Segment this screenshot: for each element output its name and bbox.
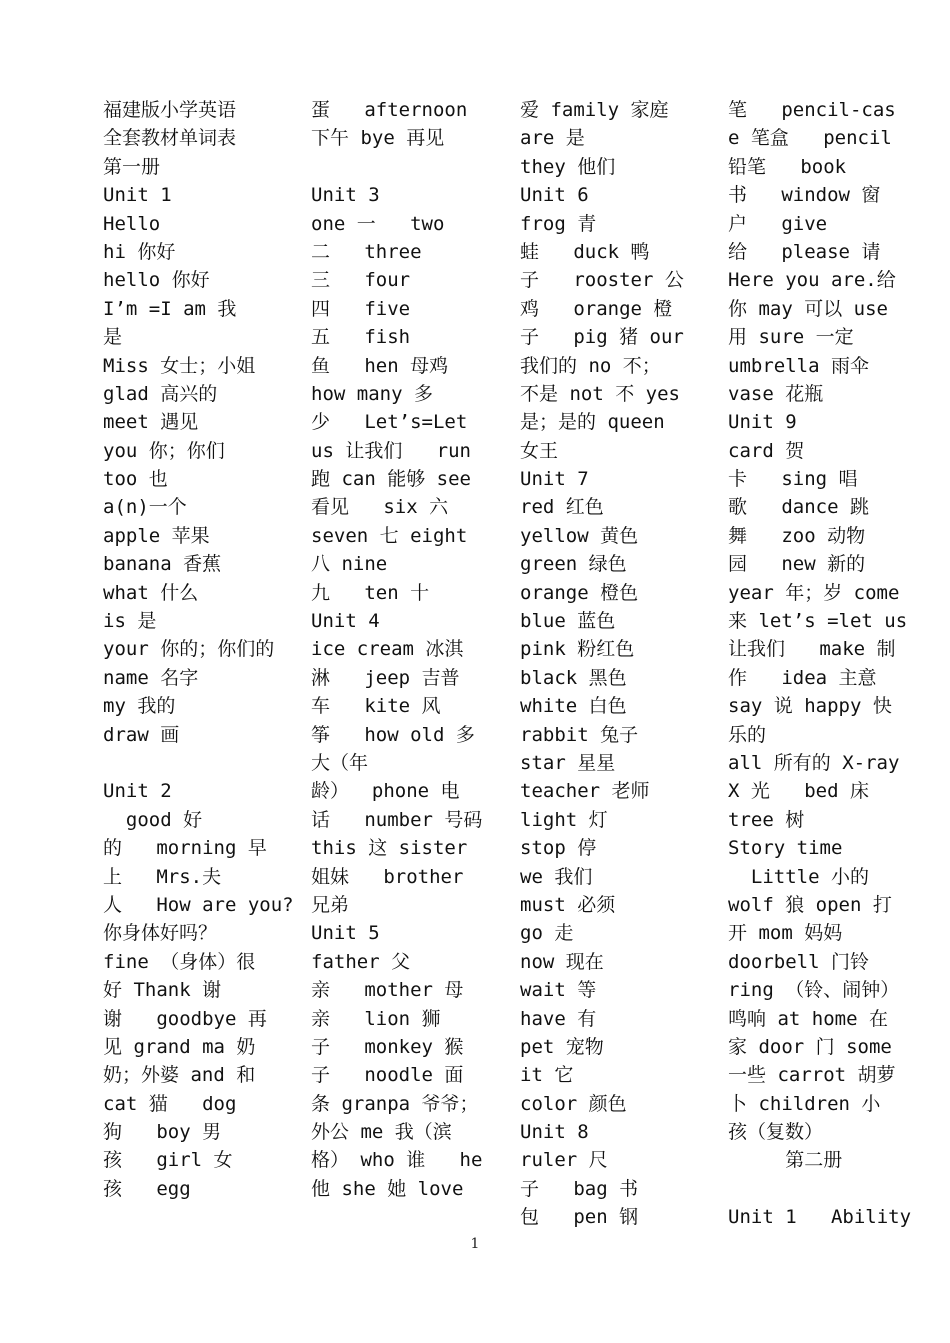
vocab-line: 九 ten 十	[311, 581, 430, 604]
vocab-line	[311, 153, 496, 181]
vocab-line: Here you are.给	[728, 269, 896, 292]
vocab-line: 是	[103, 326, 123, 349]
vocab-line: 姐妹 brother	[311, 865, 464, 888]
vocab-line: Unit 1 Ability	[728, 1206, 912, 1229]
vocab-line: hi 你好	[103, 240, 176, 263]
vocab-line: 你 may 可以 use	[728, 297, 888, 320]
vocab-line: 的 morning 早	[103, 837, 267, 860]
vocab-line: 好 Thank 谢	[103, 979, 222, 1002]
vocab-line: 龄） phone 电	[311, 780, 460, 803]
vocab-line: 福建版小学英语	[103, 99, 237, 121]
vocab-column-2	[311, 96, 496, 1203]
vocab-line: seven 七 eight	[311, 524, 468, 547]
vocab-line: hello 你好	[103, 269, 210, 292]
vocab-line: Little 小的	[728, 865, 869, 888]
vocab-line: 他 she 她 love	[311, 1177, 464, 1200]
vocab-line: black 黑色	[520, 666, 627, 689]
vocab-line: pet 宠物	[520, 1035, 604, 1058]
vocab-line: wait 等	[520, 979, 597, 1002]
vocab-line: are 是	[520, 127, 585, 150]
vocab-line: 子 noodle 面	[311, 1064, 464, 1087]
vocab-line: rabbit 兔子	[520, 723, 639, 746]
vocab-line: 第二册	[728, 1149, 843, 1172]
vocab-line: they 他们	[520, 155, 616, 178]
vocab-line: 外公 me 我（滨	[311, 1121, 452, 1144]
vocab-line: color 颜色	[520, 1092, 627, 1115]
vocab-line: orange 橙色	[520, 581, 639, 604]
vocab-line: us 让我们 run	[311, 439, 471, 462]
vocab-line: 子 pig 猪 our	[520, 326, 684, 349]
vocab-line: yellow 黄色	[520, 524, 639, 547]
vocab-line: wolf 狼 open 打	[728, 893, 892, 916]
vocab-line: how many 多	[311, 382, 433, 405]
vocab-line: 子 bag 书	[520, 1177, 639, 1200]
vocab-line: Story time	[728, 837, 843, 860]
vocab-line: 鸣响 at home 在	[728, 1007, 888, 1030]
vocab-column-4	[728, 96, 913, 1232]
vocab-line: 格） who 谁 he	[311, 1149, 483, 1172]
vocab-line: Unit 4	[311, 610, 380, 633]
vocab-line: e 笔盒 pencil	[728, 127, 892, 150]
vocab-line: 铅笔 book	[728, 155, 847, 178]
vocab-line: 下午 bye 再见	[311, 127, 445, 150]
vocab-line: Unit 7	[520, 468, 589, 491]
vocab-line: 鸡 orange 橙	[520, 297, 673, 320]
vocab-line: apple 苹果	[103, 524, 210, 547]
vocab-line: ring （铃、闹钟）	[728, 979, 900, 1002]
vocab-line: 二 three	[311, 240, 422, 263]
vocab-line: Unit 3	[311, 184, 380, 207]
vocab-line: year 年；岁 come	[728, 581, 900, 604]
vocab-line: meet 遇见	[103, 411, 199, 434]
vocab-line: 一些 carrot 胡萝	[728, 1064, 896, 1087]
vocab-line: one 一 two	[311, 212, 445, 235]
vocab-line: 蛋 afternoon	[311, 99, 468, 121]
vocab-line: blue 蓝色	[520, 610, 616, 633]
vocab-line: doorbell 门铃	[728, 950, 869, 973]
vocab-line: 笔 pencil-cas	[728, 99, 896, 121]
vocab-line: 给 please 请	[728, 240, 881, 263]
vocab-line: 书 window 窗	[728, 184, 881, 207]
vocab-line: glad 高兴的	[103, 382, 218, 405]
vocab-line: 子 monkey 猴	[311, 1035, 464, 1058]
vocab-line: it 它	[520, 1064, 574, 1087]
vocab-line: white 白色	[520, 695, 627, 718]
vocab-line: 上 Mrs.夫	[103, 865, 222, 888]
vocab-line: 大（年	[311, 751, 369, 774]
vocab-line: 卜 children 小	[728, 1092, 881, 1115]
vocab-line: Hello	[103, 212, 161, 235]
vocab-line: ice cream 冰淇	[311, 638, 464, 661]
vocab-line: 奶；外婆 and 和	[103, 1064, 256, 1087]
vocab-line: 亲 lion 狮	[311, 1007, 441, 1030]
vocab-line: 车 kite 风	[311, 695, 441, 718]
vocab-line: 你身体好吗？	[103, 922, 218, 945]
vocab-line: fine （身体）很	[103, 950, 256, 973]
vocab-line: 卡 sing 唱	[728, 468, 858, 491]
vocab-line: 跑 can 能够 see	[311, 468, 471, 491]
vocab-line: too 也	[103, 468, 168, 491]
vocab-line: umbrella 雨伞	[728, 354, 869, 377]
vocab-line: your 你的；你们的	[103, 638, 275, 661]
vocab-line: 园 new 新的	[728, 553, 866, 576]
vocab-line: 谢 goodbye 再	[103, 1007, 267, 1030]
vocab-line: my 我的	[103, 695, 176, 718]
vocab-line: ruler 尺	[520, 1149, 608, 1172]
vocab-line: 淋 jeep 吉普	[311, 666, 460, 689]
vocab-line: 人 How are you?	[103, 893, 294, 916]
vocab-line: 开 mom 妈妈	[728, 922, 843, 945]
vocab-line: 狗 boy 男	[103, 1121, 222, 1144]
vocab-line: teacher 老师	[520, 780, 650, 803]
vocab-line: you 你；你们	[103, 439, 225, 462]
vocab-line: 让我们 make 制	[728, 638, 896, 661]
vocab-line: good 好	[103, 808, 203, 831]
vocab-line: frog 青	[520, 212, 597, 235]
vocab-line: tree 树	[728, 808, 805, 831]
vocab-line: now 现在	[520, 950, 604, 973]
vocab-line: 孩 egg	[103, 1177, 191, 1200]
vocab-line: 八 nine	[311, 553, 388, 576]
vocab-line: what 什么	[103, 581, 199, 604]
vocab-line: go 走	[520, 922, 574, 945]
vocab-line: 女王	[520, 439, 559, 462]
vocab-line: 孩（复数）	[728, 1121, 824, 1144]
vocab-line: 四 five	[311, 297, 411, 320]
vocab-line: 五 fish	[311, 326, 411, 349]
vocab-line: Unit 9	[728, 411, 797, 434]
vocab-line: 乐的	[728, 723, 767, 746]
vocab-line: Unit 8	[520, 1121, 589, 1144]
vocab-line: this 这 sister	[311, 837, 468, 860]
vocab-line: X 光 bed 床	[728, 780, 869, 803]
vocab-line: vase 花瓶	[728, 382, 824, 405]
vocab-line: 歌 dance 跳	[728, 496, 869, 519]
vocab-line: 少 Let’s=Let	[311, 411, 468, 434]
vocab-line: a(n)一个	[103, 496, 187, 519]
vocab-line: 三 four	[311, 269, 411, 292]
vocab-line: 见 grand ma 奶	[103, 1035, 256, 1058]
vocab-line: 来 let’s =let us	[728, 610, 908, 633]
vocab-line: light 灯	[520, 808, 608, 831]
page-number: 1	[470, 1236, 480, 1252]
vocab-line: 兄弟	[311, 893, 350, 916]
vocab-line: Unit 2	[103, 780, 172, 803]
vocab-line: 看见 six 六	[311, 496, 449, 519]
vocab-line: name 名字	[103, 666, 199, 689]
vocab-line: 家 door 门 some	[728, 1035, 892, 1058]
vocab-line: draw 画	[103, 723, 180, 746]
vocab-line: 蛙 duck 鸭	[520, 240, 650, 263]
vocab-column-1	[103, 96, 294, 1203]
vocab-line: 舞 zoo 动物	[728, 524, 866, 547]
vocab-line: pink 粉红色	[520, 638, 635, 661]
vocab-line	[103, 749, 283, 777]
vocab-line: Unit 1	[103, 184, 172, 207]
vocab-line: all 所有的 X-ray	[728, 751, 900, 774]
vocab-line: 是；是的 queen	[520, 411, 665, 434]
vocab-line: 话 number 号码	[311, 808, 483, 831]
vocab-line: father 父	[311, 950, 411, 973]
vocab-line: 户 give	[728, 212, 828, 235]
vocab-line: 鱼 hen 母鸡	[311, 354, 449, 377]
vocab-line: is 是	[103, 610, 157, 633]
vocab-line: 爱 family 家庭	[520, 99, 669, 121]
vocab-line: Miss 女士；小姐	[103, 354, 256, 377]
vocab-line: 条 granpa 爷爷；	[311, 1092, 479, 1115]
vocab-line: 筝 how old 多	[311, 723, 475, 746]
vocab-line: star 星星	[520, 751, 616, 774]
vocab-line: have 有	[520, 1007, 597, 1030]
vocab-line: 第一册	[103, 155, 161, 178]
vocab-line: Unit 6	[520, 184, 589, 207]
vocab-line: 全套教材单词表	[103, 127, 237, 150]
vocab-line: card 贺	[728, 439, 805, 462]
vocab-line: banana 香蕉	[103, 553, 222, 576]
vocab-line: 我们的 no 不；	[520, 354, 661, 377]
vocab-line: must 必须	[520, 893, 616, 916]
vocab-line: I’m =I am 我	[103, 297, 237, 320]
vocab-line: we 我们	[520, 865, 593, 888]
vocab-line: 包 pen 钢	[520, 1206, 639, 1229]
vocab-line	[728, 1175, 913, 1203]
vocab-line: 子 rooster 公	[520, 269, 684, 292]
vocab-line: stop 停	[520, 837, 597, 860]
vocab-column-3	[520, 96, 705, 1232]
vocab-line: red 红色	[520, 496, 604, 519]
vocab-line: cat 猫 dog	[103, 1092, 237, 1115]
vocab-line: 亲 mother 母	[311, 979, 464, 1002]
vocab-line: 作 idea 主意	[728, 666, 877, 689]
vocab-line: Unit 5	[311, 922, 380, 945]
vocab-line: green 绿色	[520, 553, 627, 576]
vocab-line: say 说 happy 快	[728, 695, 892, 718]
vocab-line: 不是 not 不 yes	[520, 382, 680, 405]
vocab-line: 用 sure 一定	[728, 326, 854, 349]
vocab-line: 孩 girl 女	[103, 1149, 233, 1172]
